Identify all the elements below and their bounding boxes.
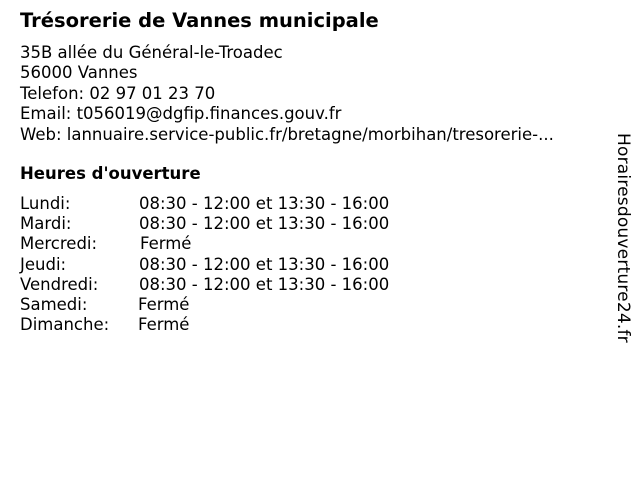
hours-heading: Heures d'ouverture	[20, 164, 201, 183]
site-watermark: Horairesdouverture24.fr	[613, 133, 633, 343]
day-hours: 08:30 - 12:00 et 13:30 - 16:00	[139, 254, 390, 274]
day-label: Lundi:	[20, 194, 71, 213]
address-street: 35B allée du Général-le-Troadec	[20, 43, 283, 62]
day-hours: 08:30 - 12:00 et 13:30 - 16:00	[139, 274, 390, 294]
email-line: Email: t056019@dgfip.finances.gouv.fr	[20, 104, 342, 124]
day-label: Jeudi:	[20, 254, 67, 274]
day-hours: Fermé	[138, 315, 190, 335]
page-title: Trésorerie de Vannes municipale	[20, 9, 379, 32]
day-hours: Fermé	[140, 234, 192, 254]
day-label: Vendredi:	[20, 274, 99, 294]
day-label: Dimanche:	[20, 315, 110, 335]
contact-info	[20, 43, 554, 145]
day-hours: Fermé	[138, 294, 190, 314]
day-label: Samedi:	[20, 294, 88, 314]
web-line: Web: lannuaire.service-public.fr/bretagne/morbihan/tresorerie-...	[20, 124, 554, 144]
day-hours: 08:30 - 12:00 et 13:30 - 16:00	[139, 214, 390, 234]
day-label: Mercredi:	[20, 234, 98, 254]
address-city: 56000 Vannes	[20, 63, 138, 83]
day-label: Mardi:	[20, 214, 72, 234]
day-hours: 08:30 - 12:00 et 13:30 - 16:00	[139, 194, 390, 213]
phone-line: Telefon: 02 97 01 23 70	[20, 83, 216, 103]
